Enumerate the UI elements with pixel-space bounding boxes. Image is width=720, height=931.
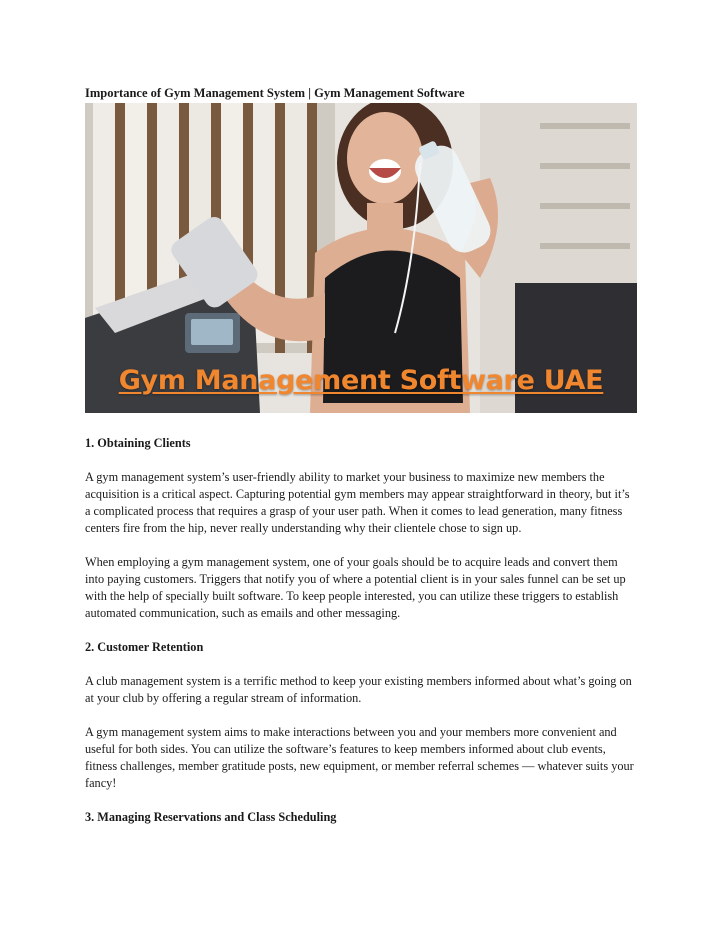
article-body <box>85 435 637 826</box>
section-heading: 1. Obtaining Clients <box>85 436 191 450</box>
paragraph: When employing a gym management system, one of your goals should be to acquire leads and convert them into paying customers. Triggers that notify you of where a potential client is in your sales funnel can be set up with the help of specially built software. To keep people interested, you can utilize these triggers to establish automated communication, such as emails and other messaging. <box>85 555 626 620</box>
image-caption: Gym Management Software UAE <box>118 365 604 396</box>
section-heading: 3. Managing Reservations and Class Scheduling <box>85 810 337 824</box>
section-heading: 2. Customer Retention <box>85 640 204 654</box>
page-title: Importance of Gym Management System | Gym Management Software <box>85 86 465 100</box>
hero-image <box>85 103 637 413</box>
paragraph: A club management system is a terrific method to keep your existing members informed about what’s going on at your club by offering a regular stream of information. <box>85 674 632 705</box>
paragraph: A gym management system aims to make interactions between you and your members more convenient and useful for both sides. You can utilize the software’s features to keep members informed about club events, fitness challenges, member gratitude posts, new equipment, or member referral schemes — whatever suits your fancy! <box>85 725 634 790</box>
paragraph: A gym management system’s user-friendly ability to market your business to maximize new members the acquisition is a critical aspect. Capturing potential gym members may appear straightforward in theory, but it’s a complicated process that requires a grasp of your user path. When it comes to lead generation, many fitness centers fire from the hip, never really understanding why their clientele chose to sign up. <box>85 470 630 535</box>
